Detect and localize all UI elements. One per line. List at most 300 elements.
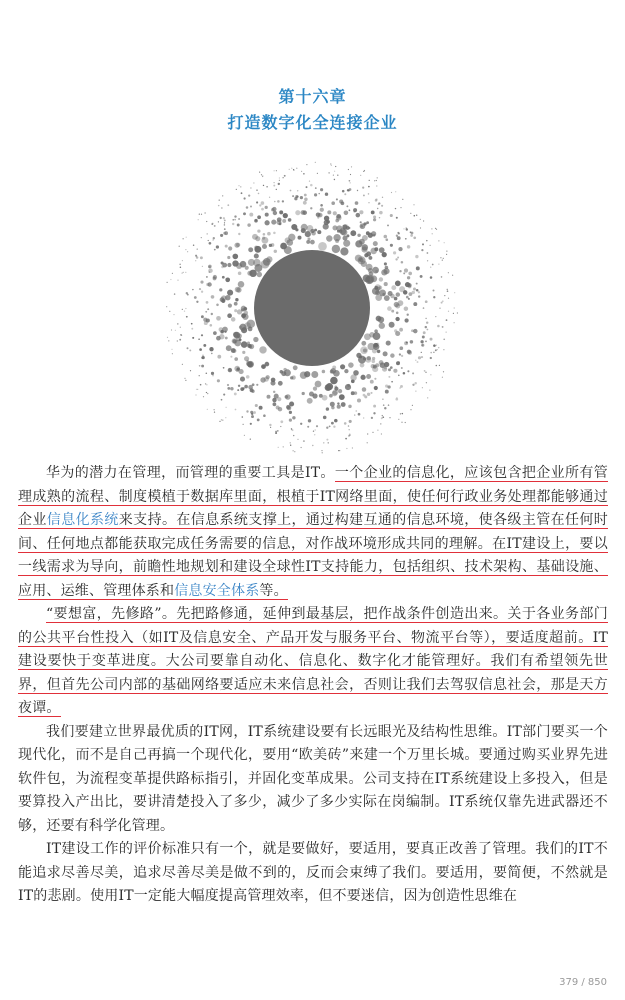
particle-dot: [202, 266, 203, 267]
particle-dot: [401, 422, 402, 423]
particle-dot: [182, 260, 183, 261]
particle-dot: [295, 210, 300, 215]
particle-dot: [373, 412, 375, 414]
particle-dot: [235, 298, 238, 301]
particle-dot: [368, 202, 369, 203]
particle-dot: [321, 450, 322, 451]
particle-dot: [272, 398, 276, 402]
particle-dot: [301, 171, 302, 172]
particle-dot: [398, 247, 402, 251]
particle-dot: [360, 175, 361, 176]
particle-dot: [199, 288, 201, 290]
particle-dot: [200, 384, 202, 386]
particle-dot: [374, 284, 381, 291]
particle-dot: [427, 397, 428, 398]
particle-dot: [376, 180, 377, 181]
plain-text: 我们要建立世界最优质的IT网，IT系统建设要有长远眼光及结构性思维。IT部门要买一个现代化，而不是自己再搞一个现代化，要用“欧美砖”来建一个万里长城。要通过购买业界先进软件包，为流程变革提供路标指引，并固化变革成果。公司支持在IT系统建设上多投入，但是要算投入产出比，要讲清楚投入了多少，减少了多少实际在岗编制。IT系统仅靠先进武器还不够，还要有科学化管理。: [18, 723, 608, 834]
particle-dot: [326, 427, 328, 429]
particle-dot: [180, 327, 181, 328]
particle-dot: [315, 187, 317, 189]
particle-dot: [266, 186, 268, 188]
particle-dot: [251, 415, 254, 418]
particle-dot: [412, 372, 414, 374]
particle-dot: [171, 349, 172, 350]
particle-dot: [203, 396, 204, 397]
particle-dot: [184, 310, 185, 311]
particle-dot: [399, 353, 401, 355]
particle-dot: [441, 276, 443, 278]
particle-dot: [439, 365, 440, 366]
particle-dot: [356, 353, 361, 358]
particle-dot: [390, 244, 393, 247]
particle-dot: [404, 306, 409, 311]
particle-dot: [386, 341, 391, 346]
particle-dot: [342, 224, 347, 229]
particle-dot: [289, 419, 292, 422]
particle-dot: [185, 308, 186, 309]
particle-dot: [355, 410, 357, 412]
particle-dot: [373, 332, 381, 340]
particle-dot: [448, 272, 449, 273]
particle-dot: [257, 215, 261, 219]
particle-dot: [424, 370, 426, 372]
particle-dot: [331, 422, 334, 425]
particle-dot: [257, 418, 260, 421]
particle-dot: [271, 220, 276, 225]
particle-dot: [415, 360, 416, 361]
particle-dot: [314, 229, 317, 232]
particle-dot: [276, 189, 277, 190]
particle-dot: [288, 218, 292, 222]
particle-dot: [177, 323, 179, 325]
particle-dot: [364, 170, 365, 171]
particle-dot: [365, 357, 371, 363]
particle-dot: [209, 347, 213, 351]
particle-dot: [279, 210, 283, 214]
particle-dot: [232, 223, 234, 225]
particle-dot: [407, 245, 410, 248]
particle-dot: [238, 233, 240, 235]
particle-dot: [302, 392, 305, 395]
particle-dot: [308, 419, 311, 422]
particle-dot: [328, 442, 329, 443]
particle-dot: [313, 431, 314, 432]
particle-dot: [273, 182, 274, 183]
particle-dot: [293, 435, 294, 436]
particle-dot: [360, 221, 362, 223]
particle-dot: [430, 276, 433, 279]
particle-dot: [195, 394, 196, 395]
particle-dot: [242, 351, 245, 354]
particle-dot: [301, 447, 302, 448]
particle-dot: [433, 352, 434, 353]
particle-dot: [430, 352, 432, 354]
particle-dot: [211, 295, 215, 299]
particle-dot: [224, 224, 226, 226]
particle-dot: [292, 416, 295, 419]
body-text: [18, 462, 608, 909]
particle-dot: [410, 340, 413, 343]
particle-dot: [384, 262, 387, 265]
particle-dot: [206, 221, 207, 222]
particle-dot: [382, 398, 384, 400]
page-indicator: 379 / 850: [559, 977, 607, 988]
particle-dot: [227, 263, 231, 267]
particle-dot: [397, 236, 401, 240]
particle-dot: [300, 196, 303, 199]
particle-dot: [395, 331, 400, 336]
particle-dot: [337, 405, 341, 409]
particle-dot: [333, 426, 335, 428]
particle-dot: [302, 210, 307, 215]
particle-dot: [315, 429, 316, 430]
chapter-label: 第十六章: [278, 87, 347, 106]
particle-dot: [426, 240, 428, 242]
particle-dot: [404, 268, 408, 272]
particle-dot: [354, 391, 358, 395]
particle-dot: [261, 260, 270, 269]
particle-dot: [183, 238, 184, 239]
particle-dot: [382, 252, 387, 257]
particle-dot: [403, 272, 405, 274]
particle-dot: [309, 180, 310, 181]
sphere-core: [254, 250, 370, 366]
particle-dot: [394, 297, 398, 301]
particle-dot: [346, 448, 347, 449]
particle-dot: [360, 375, 365, 380]
particle-dot: [214, 225, 216, 227]
particle-dot: [234, 243, 239, 248]
particle-dot: [199, 214, 200, 215]
particle-dot: [284, 175, 286, 177]
particle-dot: [250, 206, 252, 208]
particle-dot: [418, 356, 421, 359]
particle-dot: [318, 213, 323, 218]
particle-dot: [422, 387, 423, 388]
particle-dot: [436, 229, 437, 230]
particle-dot: [332, 365, 336, 369]
particle-dot: [423, 220, 424, 221]
particle-dot: [199, 348, 202, 351]
particle-dot: [433, 296, 435, 298]
particle-sphere-icon: [162, 158, 462, 458]
particle-dot: [237, 224, 240, 227]
particle-dot: [182, 309, 183, 310]
particle-dot: [314, 434, 315, 435]
particle-dot: [206, 283, 209, 286]
highlighted-text: 一个企业的信息化，应该包含把企业所有管理成熟的流程、制度模植于数据库里面，根植于IT网络里面，使任何行政业务处理都能够通过企业: [18, 465, 608, 528]
particle-dot: [387, 224, 389, 226]
particle-dot: [437, 349, 438, 350]
particle-dot: [224, 222, 225, 223]
particle-dot: [172, 353, 173, 354]
particle-dot: [247, 223, 250, 226]
particle-dot: [172, 273, 173, 274]
particle-dot: [199, 375, 200, 376]
particle-dot: [408, 272, 412, 276]
particle-dot: [425, 372, 426, 373]
particle-dot: [274, 250, 277, 253]
highlighted-text: 来支持。在信息系统支撑上，通过构建互通的信息环境，使各级主管在任何时间、任何地点都能获取完成任务需要的信息，对作战环境形成共同的理解。在IT建设上，要以一线需求为导向，前瞻性地规划和建设全球性IT支持能力，包括组织、技术架构、基础设施、应用、运维、管理体系和: [18, 512, 608, 599]
particle-dot: [228, 246, 232, 250]
particle-dot: [344, 422, 347, 425]
particle-dot: [446, 254, 447, 255]
particle-dot: [416, 289, 419, 292]
particle-dot: [414, 382, 416, 384]
particle-dot: [411, 232, 414, 235]
particle-dot: [303, 440, 305, 442]
particle-dot: [345, 438, 347, 440]
particle-dot: [276, 170, 277, 171]
particle-dot: [246, 410, 248, 412]
particle-dot: [250, 187, 252, 189]
particle-dot: [425, 300, 428, 303]
particle-dot: [213, 331, 217, 335]
particle-dot: [271, 378, 276, 383]
particle-dot: [429, 390, 430, 391]
particle-dot: [224, 219, 226, 221]
particle-dot: [395, 317, 399, 321]
particle-dot: [398, 375, 400, 377]
particle-dot: [263, 185, 264, 186]
particle-dot: [322, 395, 328, 401]
particle-dot: [236, 189, 237, 190]
particle-dot: [193, 244, 194, 245]
particle-dot: [325, 193, 328, 196]
particle-dot: [382, 416, 384, 418]
particle-dot: [373, 215, 376, 218]
particle-dot: [273, 232, 276, 235]
particle-dot: [402, 413, 403, 414]
particle-dot: [234, 357, 238, 361]
particle-dot: [230, 356, 232, 358]
particle-dot: [277, 217, 282, 222]
particle-dot: [217, 355, 221, 359]
term-link[interactable]: 信息化系统: [46, 512, 119, 528]
particle-dot: [195, 260, 196, 261]
particle-dot: [312, 393, 317, 398]
highlighted-text: 等。: [259, 582, 288, 599]
particle-dot: [421, 344, 423, 346]
particle-dot: [246, 206, 249, 209]
particle-dot: [211, 223, 212, 224]
particle-dot: [282, 219, 286, 223]
particle-dot: [241, 313, 246, 318]
particle-dot: [170, 279, 171, 280]
particle-dot: [443, 371, 444, 372]
particle-dot: [205, 212, 206, 213]
particle-dot: [326, 220, 330, 224]
particle-dot: [332, 391, 338, 397]
particle-dot: [443, 258, 444, 259]
particle-dot: [410, 234, 413, 237]
particle-dot: [223, 217, 225, 219]
particle-dot: [391, 310, 394, 313]
particle-dot: [261, 201, 265, 205]
particle-dot: [221, 295, 226, 300]
particle-dot: [221, 399, 223, 401]
particle-dot: [208, 240, 209, 241]
particle-dot: [376, 185, 377, 186]
particle-dot: [223, 394, 225, 396]
particle-dot: [254, 219, 258, 223]
particle-dot: [415, 255, 418, 258]
particle-dot: [221, 266, 224, 269]
particle-dot: [441, 302, 443, 304]
particle-dot: [174, 293, 175, 294]
particle-dot: [430, 245, 431, 246]
particle-dot: [235, 409, 237, 411]
particle-dot: [239, 338, 242, 341]
particle-dot: [206, 233, 208, 235]
particle-dot: [400, 207, 401, 208]
particle-dot: [219, 200, 220, 201]
particle-dot: [454, 322, 455, 323]
particle-dot: [388, 404, 390, 406]
particle-dot: [407, 370, 409, 372]
plain-text: 华为的潜力在管理，而管理的重要工具是IT。: [46, 465, 335, 481]
particle-dot: [198, 219, 199, 220]
particle-dot: [375, 294, 382, 301]
particle-dot: [404, 341, 408, 345]
particle-dot: [243, 212, 246, 215]
particle-dot: [278, 381, 283, 386]
particle-dot: [366, 264, 373, 271]
particle-dot: [446, 332, 447, 333]
particle-dot: [232, 219, 233, 220]
particle-dot: [253, 337, 258, 342]
particle-dot: [167, 282, 168, 283]
particle-dot: [294, 451, 295, 452]
particle-dot: [201, 365, 204, 368]
particle-dot: [384, 282, 388, 286]
particle-dot: [421, 356, 423, 358]
particle-dot: [349, 435, 350, 436]
particle-dot: [234, 302, 238, 306]
particle-dot: [354, 211, 356, 213]
particle-dot: [381, 269, 387, 275]
particle-dot: [265, 206, 268, 209]
particle-dot: [408, 298, 410, 300]
particle-dot: [366, 251, 371, 256]
particle-dot: [389, 417, 390, 418]
particle-dot: [220, 217, 222, 219]
particle-dot: [219, 421, 220, 422]
particle-dot: [395, 258, 397, 260]
particle-dot: [357, 234, 360, 237]
particle-dot: [243, 424, 244, 425]
particle-dot: [432, 233, 433, 234]
particle-dot: [435, 228, 436, 229]
particle-dot: [247, 361, 254, 368]
particle-dot: [344, 211, 349, 216]
particle-dot: [250, 388, 254, 392]
particle-dot: [349, 420, 352, 423]
particle-dot: [254, 253, 259, 258]
particle-dot: [337, 402, 339, 404]
particle-dot: [370, 392, 372, 394]
particle-dot: [224, 331, 226, 333]
particle-dot: [391, 381, 393, 383]
particle-dot: [189, 349, 191, 351]
particle-dot: [373, 405, 376, 408]
term-link[interactable]: 信息安全体系: [174, 582, 260, 599]
particle-dot: [342, 190, 345, 193]
particle-dot: [379, 277, 383, 281]
particle-dot: [442, 377, 443, 378]
particle-dot: [381, 433, 382, 434]
particle-dot: [282, 200, 284, 202]
particle-dot: [201, 315, 204, 318]
particle-dot: [403, 228, 404, 229]
particle-dot: [219, 334, 224, 339]
particle-dot: [355, 240, 362, 247]
particle-dot: [296, 168, 297, 169]
particle-dot: [435, 349, 437, 351]
particle-dot: [306, 240, 310, 244]
particle-dot: [237, 389, 239, 391]
particle-dot: [225, 337, 228, 340]
particle-dot: [317, 173, 318, 174]
particle-dot: [213, 237, 215, 239]
particle-dot: [227, 387, 230, 390]
particle-dot: [318, 242, 327, 251]
particle-dot: [326, 383, 333, 390]
chapter-title: 打造数字化全连接企业: [227, 113, 398, 132]
particle-dot: [173, 314, 174, 315]
particle-dot: [264, 220, 269, 225]
particle-dot: [205, 311, 207, 313]
particle-dot: [338, 389, 342, 393]
particle-dot: [253, 182, 254, 183]
particle-dot: [447, 290, 449, 292]
particle-dot: [442, 300, 444, 302]
particle-dot: [313, 386, 317, 390]
particle-dot: [290, 376, 293, 379]
particle-dot: [385, 390, 389, 394]
particle-dot: [452, 275, 453, 276]
particle-dot: [400, 413, 401, 414]
particle-dot: [334, 179, 335, 180]
particle-dot: [270, 427, 271, 428]
particle-dot: [200, 281, 203, 284]
particle-dot: [315, 381, 322, 388]
particle-dot: [201, 214, 202, 215]
particle-dot: [438, 347, 440, 349]
particle-dot: [199, 365, 201, 367]
particle-dot: [421, 249, 423, 251]
particle-dot: [391, 192, 392, 193]
particle-dot: [432, 264, 434, 266]
particle-dot: [265, 213, 269, 217]
particle-dot: [340, 247, 348, 255]
particle-dot: [346, 205, 348, 207]
particle-dot: [261, 174, 262, 175]
plain-text: IT建设工作的评价标准只有一个，就是要做好，要适用，要真正改善了管理。我们的IT不能追求尽善尽美，追求尽善尽美是做不到的，反而会束缚了我们。要适用，要简便，不然就是IT的悲剧。使用IT一定能大幅度提高管理效率，但不要迷信，因为创造性思维在: [18, 841, 608, 904]
particle-dot: [238, 272, 242, 276]
particle-dot: [298, 236, 302, 240]
particle-dot: [257, 272, 262, 277]
particle-dot: [348, 169, 349, 170]
particle-dot: [423, 307, 425, 309]
particle-dot: [190, 370, 191, 371]
particle-dot: [289, 401, 294, 406]
particle-dot: [327, 210, 331, 214]
particle-dot: [349, 188, 352, 191]
particle-dot: [183, 272, 184, 273]
particle-dot: [410, 213, 411, 214]
particle-dot: [269, 244, 272, 247]
